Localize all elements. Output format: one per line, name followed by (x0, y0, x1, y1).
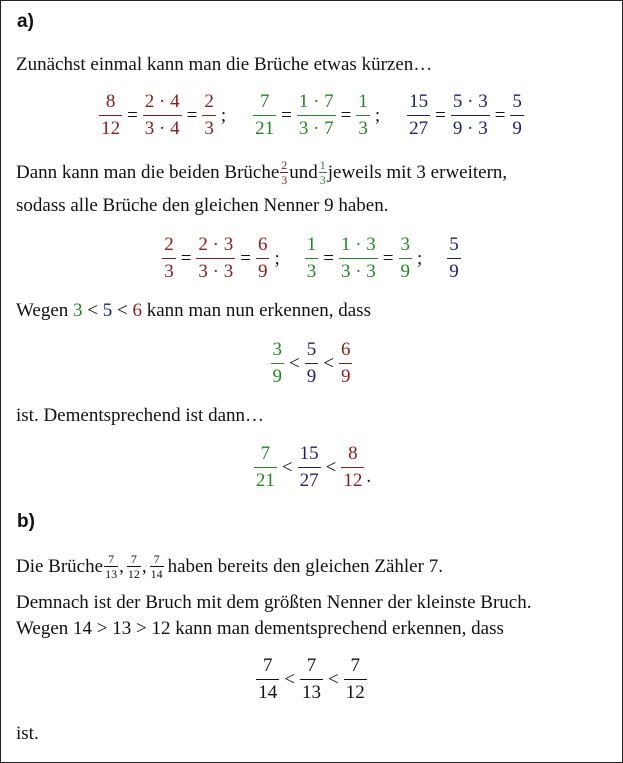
fraction: $\frac{7}{12}$ (345, 655, 365, 703)
expand-sentence-2: sodass alle Brüche den gleichen Nenner 9 haben. (16, 195, 389, 216)
fraction: $\frac{5}{9}$ (306, 339, 317, 387)
part-b-sentence-2: Demnach ist der Bruch mit dem größten Nenner der kleinste Bruch. (16, 592, 532, 613)
fraction: $\frac{8}{12}$ (343, 443, 363, 491)
expansion-row: $\frac{2}{3}$ = $\frac{2 \cdot 3}{3 \cdot 3}$ = $\frac{6}{9}$ ; $\frac{1}{3}$ = $\frac{1 \cdot 3}{3 \cdot 3}$ = $\frac{3}{9}$ ; $\frac{5}{9}$ (164, 234, 459, 282)
fraction: $\frac{5 \cdot 3}{9 \cdot 3}$ (452, 91, 488, 139)
fraction: $\frac{2}{3}$ (204, 91, 214, 139)
inline-fraction: $\frac{1}{3}$ (319, 158, 326, 187)
part-b-sentence-1: Die Brüche $\frac{7}{13}$ , $\frac{7}{12}$ , $\frac{7}{14}$ haben bereits den gleichen Zähler 7. (16, 552, 443, 581)
inline-fraction: $\frac{7}{13}$ (105, 552, 118, 581)
fraction: $\frac{5}{9}$ (512, 91, 522, 139)
expand-sentence: Dann kann man die beiden Brüche $\frac{2}{3}$ und $\frac{1}{3}$ jeweils mit 3 erweitern, (16, 158, 508, 187)
fraction: $\frac{7}{21}$ (255, 91, 275, 139)
reduction-row: $\frac{8}{12}$ = $\frac{2 \cdot 4}{3 \cdot 4}$ = $\frac{2}{3}$ ; $\frac{7}{21}$ = $\frac{1 \cdot 7}{3 \cdot 7}$ = $\frac{1}{3}$ ; $\frac{15}{27}$ = $\frac{5 \cdot 3}{9 \cdot 3}$ = $\frac{5}{9}$ (101, 91, 522, 139)
inline-fraction: $\frac{2}{3}$ (281, 158, 288, 187)
part-b-sentence-3: Wegen 14 > 13 > 12 kann man dementsprechend erkennen, dass (16, 618, 504, 639)
fraction: $\frac{1 \cdot 3}{3 \cdot 3}$ (340, 234, 376, 282)
part-b-label: b) (17, 511, 35, 532)
fraction: $\frac{1}{3}$ (306, 234, 317, 282)
fraction: $\frac{2 \cdot 3}{3 \cdot 3}$ (198, 234, 234, 282)
part-a-intro: Zunächst einmal kann man die Brüche etwas kürzen… (16, 54, 433, 75)
conclusion-sentence: ist. Dementsprechend ist dann… (16, 405, 265, 426)
inline-fraction: $\frac{7}{14}$ (150, 552, 163, 581)
fraction: $\frac{2 \cdot 4}{3 \cdot 4}$ (144, 91, 180, 139)
inline-fraction: $\frac{7}{12}$ (127, 552, 140, 581)
comparison-sentence: Wegen 3 < 5 < 6 kann man nun erkennen, dass (16, 300, 371, 321)
ninths-comparison: $\frac{3}{9}$ < $\frac{5}{9}$ < $\frac{6}{9}$ (272, 339, 351, 387)
fraction: $\frac{3}{9}$ (272, 339, 283, 387)
final-comparison-a: $\frac{7}{21}$ < $\frac{15}{27}$ < $\frac{8}{12}$ . (255, 443, 372, 491)
final-comparison-b: $\frac{7}{14}$ < $\frac{7}{13}$ < $\frac{7}{12}$ (258, 655, 365, 703)
fraction: $\frac{5}{9}$ (449, 234, 459, 282)
fraction: $\frac{1}{3}$ (358, 91, 368, 139)
fraction: $\frac{15}{27}$ (299, 443, 319, 491)
fraction: $\frac{7}{13}$ (302, 655, 321, 703)
fraction: $\frac{6}{9}$ (257, 234, 268, 282)
fraction: $\frac{1 \cdot 7}{3 \cdot 7}$ (298, 91, 334, 139)
fraction: $\frac{7}{21}$ (255, 443, 275, 491)
fraction: $\frac{2}{3}$ (164, 234, 174, 282)
part-b-closing: ist. (16, 723, 39, 744)
part-a-label: a) (17, 11, 34, 32)
fraction: $\frac{15}{27}$ (409, 91, 429, 139)
fraction: $\frac{3}{9}$ (400, 234, 411, 282)
fraction: $\frac{7}{14}$ (258, 655, 278, 703)
fraction: $\frac{8}{12}$ (101, 91, 121, 139)
fraction: $\frac{6}{9}$ (340, 339, 351, 387)
